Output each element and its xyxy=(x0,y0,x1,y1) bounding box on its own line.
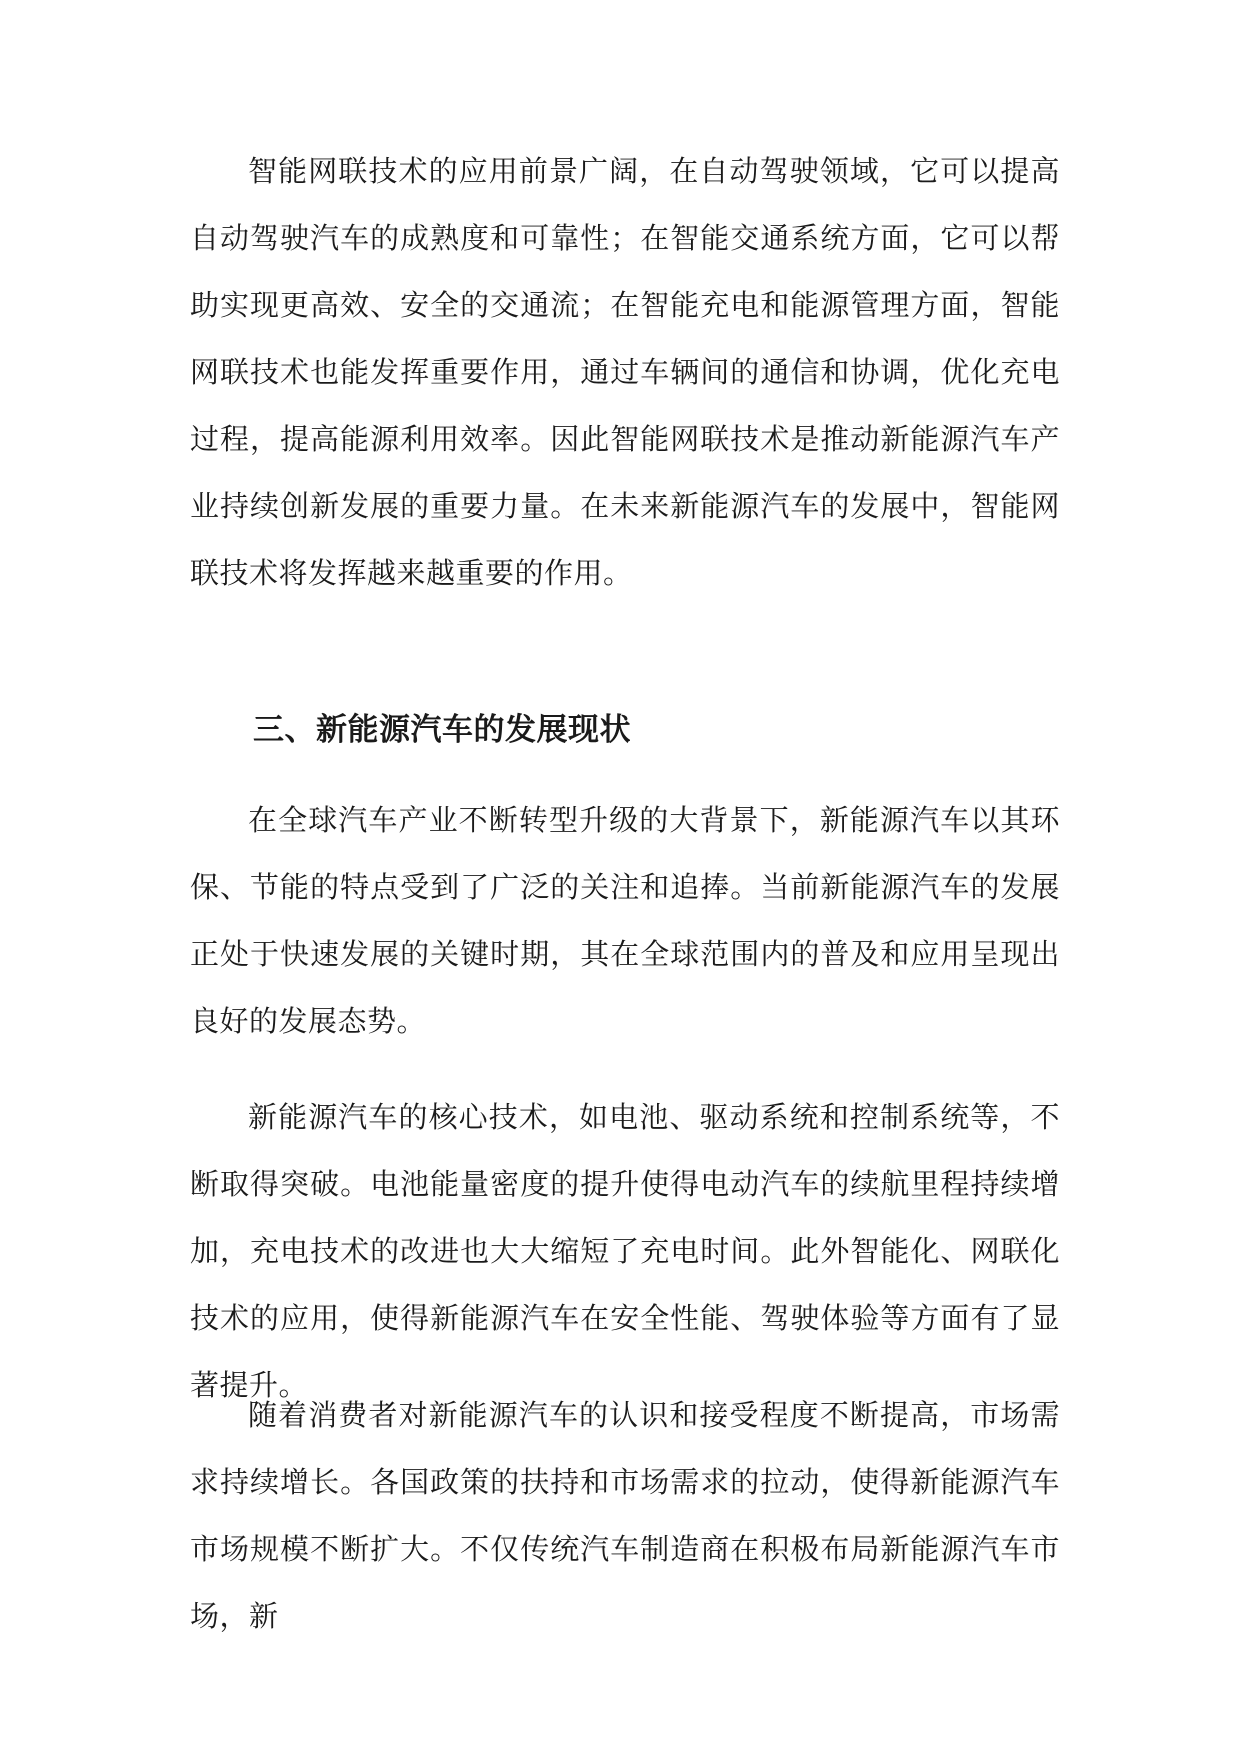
paragraph-market-demand: 随着消费者对新能源汽车的认识和接受程度不断提高，市场需求持续增长。各国政策的扶持和市场需求的拉动，使得新能源汽车市场规模不断扩大。不仅传统汽车制造商在积极布局新能源汽车市场，新 xyxy=(190,1398,1060,1633)
paragraph-global-background: 在全球汽车产业不断转型升级的大背景下，新能源汽车以其环保、节能的特点受到了广泛的关注和追捧。当前新能源汽车的发展正处于快速发展的关键时期，其在全球范围内的普及和应用呈现出良好的发展态势。 xyxy=(190,803,1060,1038)
paragraph-core-technology: 新能源汽车的核心技术，如电池、驱动系统和控制系统等，不断取得突破。电池能量密度的提升使得电动汽车的续航里程持续增加，充电技术的改进也大大缩短了充电时间。此外智能化、网联化技术的应用，使得新能源汽车在安全性能、驾驶体验等方面有了显著提升。 xyxy=(190,1100,1060,1402)
paragraph-smart-connectivity-outlook: 智能网联技术的应用前景广阔，在自动驾驶领域，它可以提高自动驾驶汽车的成熟度和可靠性；在智能交通系统方面，它可以帮助实现更高效、安全的交通流；在智能充电和能源管理方面，智能网联技术也能发挥重要作用，通过车辆间的通信和协调，优化充电过程，提高能源利用效率。因此智能网联技术是推动新能源汽车产业持续创新发展的重要力量。在未来新能源汽车的发展中，智能网联技术将发挥越来越重要的作用。 xyxy=(190,154,1060,590)
section-heading: 三、新能源汽车的发展现状 xyxy=(253,712,631,748)
